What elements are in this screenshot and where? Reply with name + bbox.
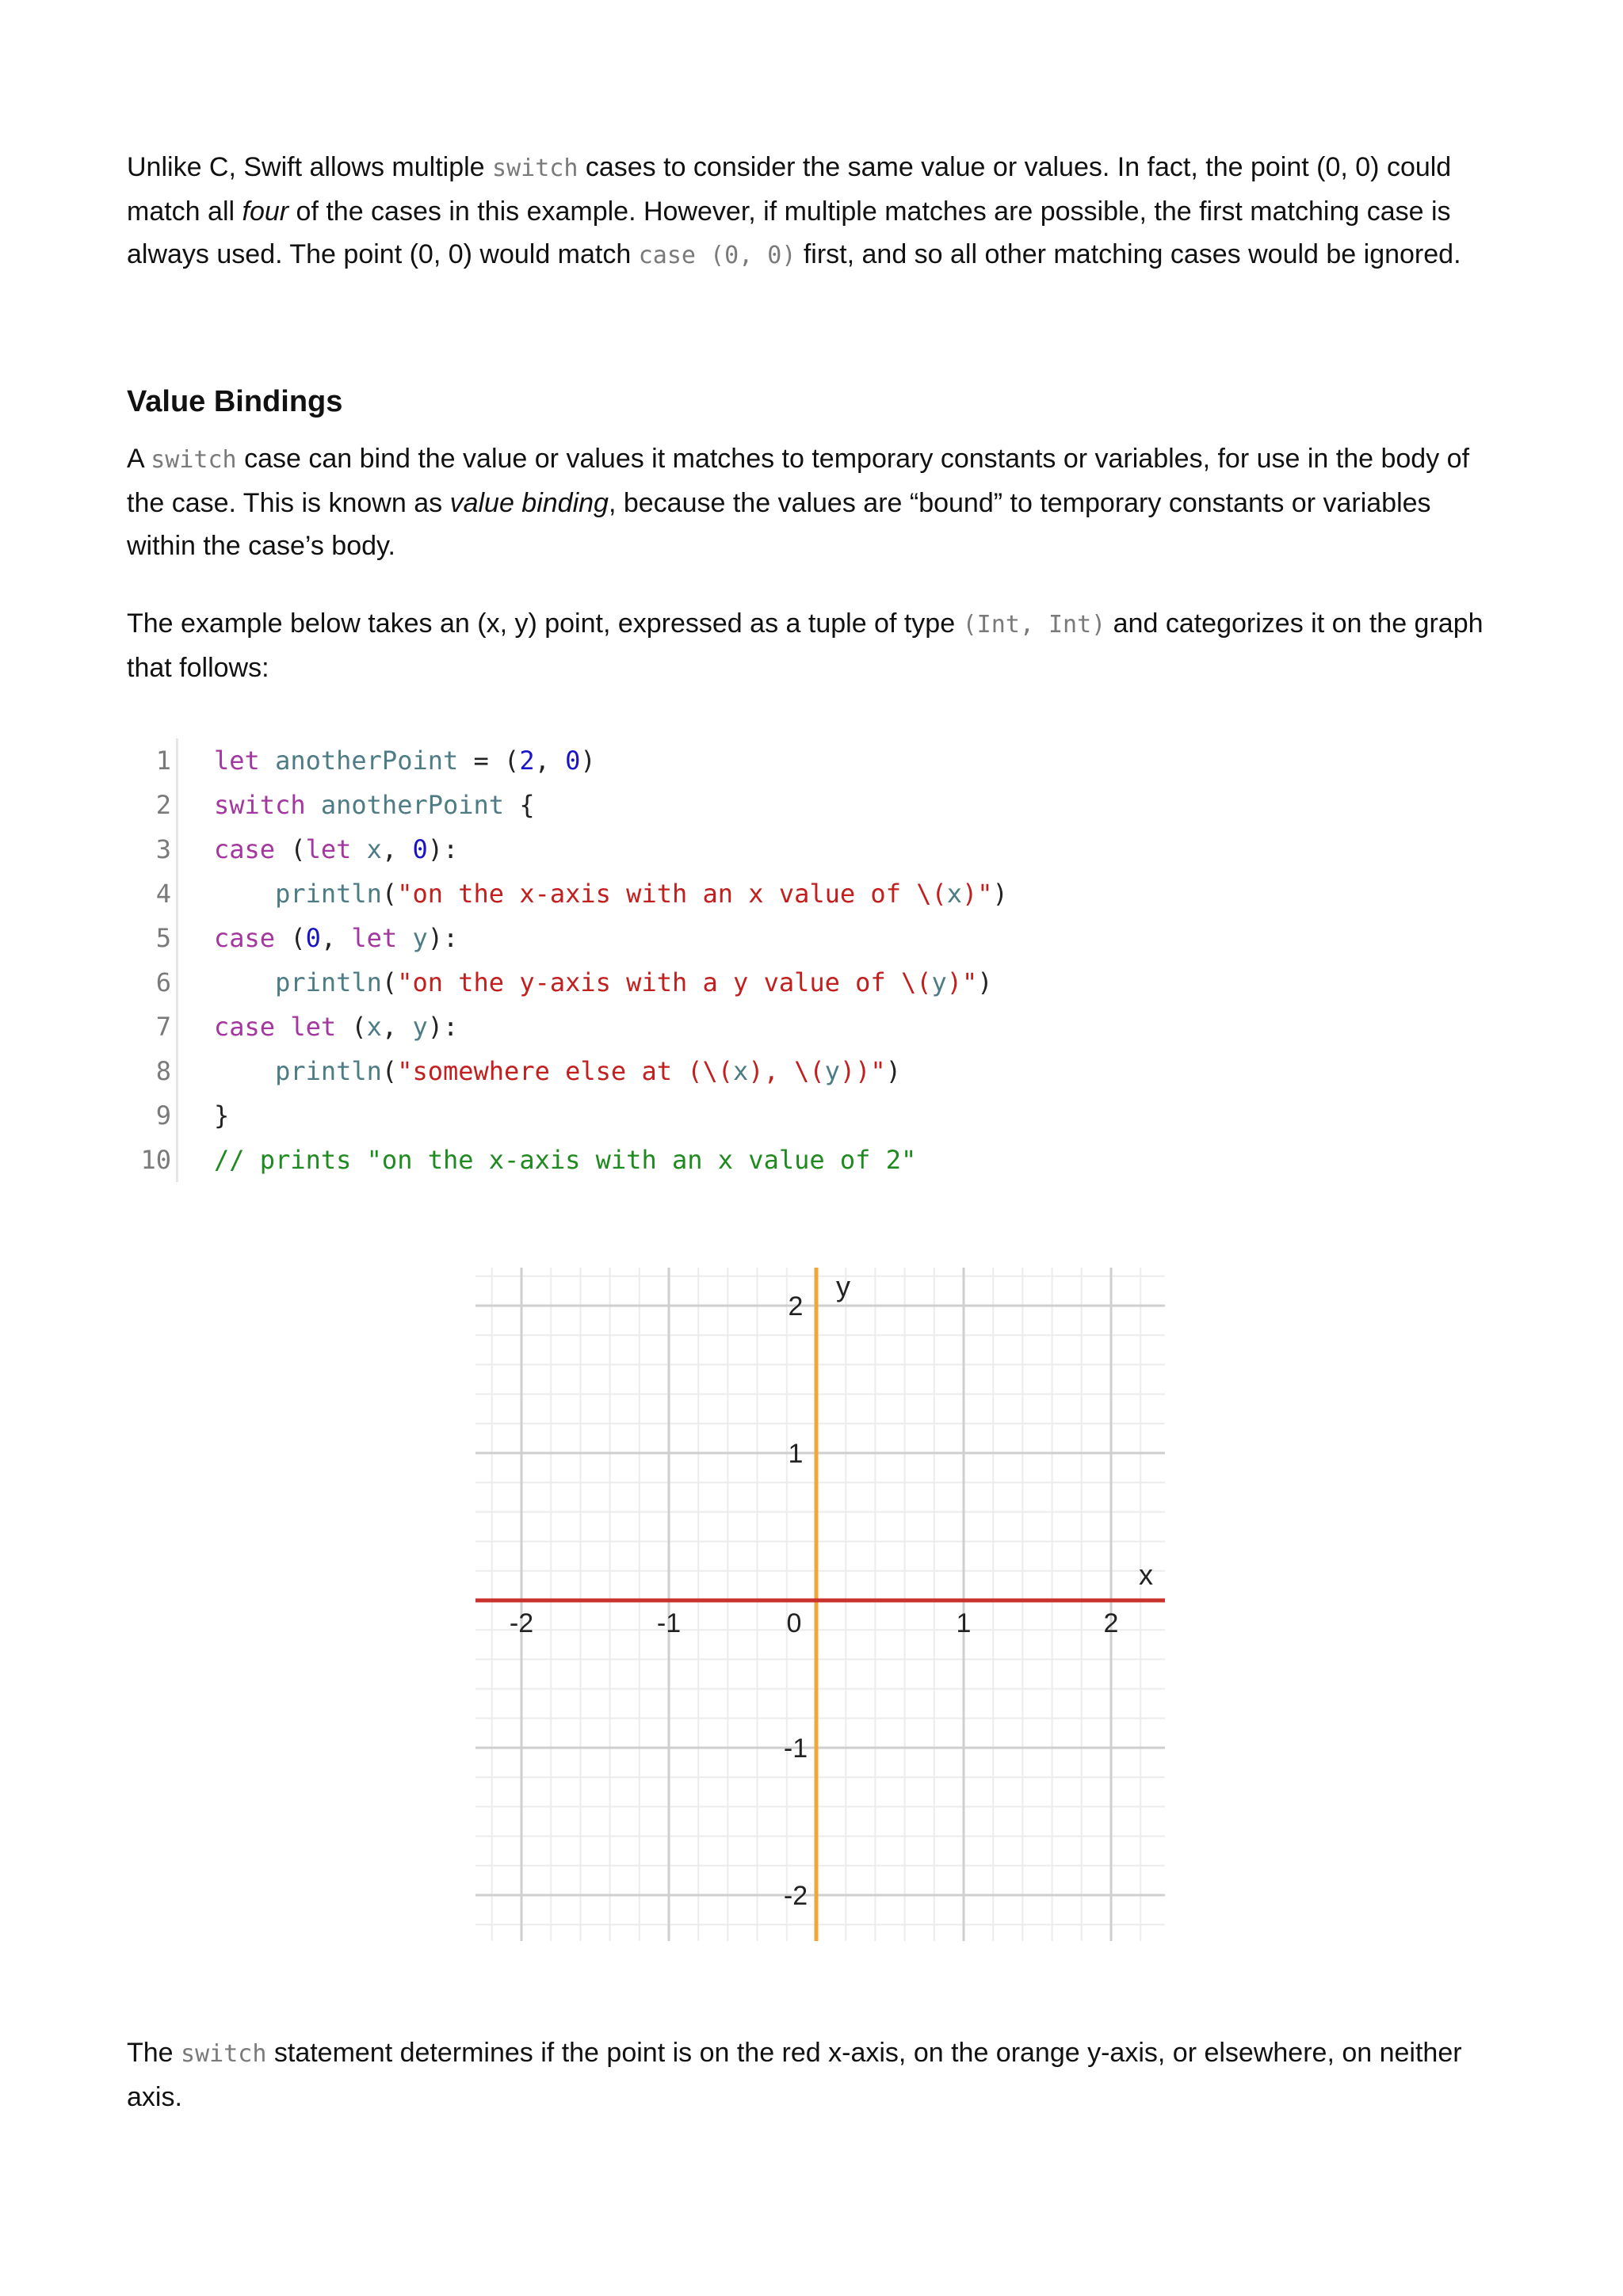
inline-code-switch: switch <box>181 2040 267 2068</box>
code-line <box>127 827 459 871</box>
y-tick-label: -1 <box>783 1733 808 1764</box>
line-number: 10 <box>140 1145 171 1175</box>
code-text: println("on the x-axis with an x value of \(x)") <box>275 879 1008 909</box>
code-text: switch anotherPoint { <box>214 790 535 820</box>
intro-text-1: Unlike C, Swift allows multiple <box>127 152 493 182</box>
intro-paragraph <box>127 146 1506 277</box>
intro-text-3: of the cases in this example. However, if multiple matches are possible, the first matching case is always used. The point (0, 0) would match <box>127 196 1451 269</box>
section-title: Value Bindings <box>127 385 343 418</box>
para3-text-2: and categorizes it on the graph that follows: <box>127 608 1484 683</box>
line-number: 5 <box>155 923 171 953</box>
inline-code-switch: switch <box>492 154 579 182</box>
intro-emphasis: four <box>242 196 289 227</box>
y-tick-label: -2 <box>783 1881 808 1911</box>
code-text: let anotherPoint = (2, 0) <box>214 746 596 776</box>
code-line <box>127 960 993 1005</box>
line-number: 1 <box>155 746 171 776</box>
line-number: 9 <box>155 1100 171 1131</box>
example-intro-paragraph <box>127 602 1506 689</box>
code-gutter-divider <box>176 738 178 1182</box>
y-axis-label: y <box>836 1270 850 1302</box>
x-tick-label: -1 <box>656 1608 682 1638</box>
code-text: case (let x, 0): <box>214 834 459 864</box>
y-tick-label: 2 <box>788 1291 804 1322</box>
para2-text-3: , because the values are “bound” to temporary constants or variables within the case’s body. <box>127 488 1431 561</box>
code-text: // prints "on the x-axis with an x value of 2" <box>214 1145 917 1175</box>
code-line <box>127 1049 901 1093</box>
line-number: 2 <box>155 790 171 820</box>
code-text: println("somewhere else at (\(x), \(y))") <box>275 1056 901 1086</box>
switch-summary-paragraph <box>127 2031 1506 2119</box>
para4-text-2: statement determines if the point is on the red x-axis, on the orange y-axis, or elsewhere, on neither axis. <box>127 2038 1462 2112</box>
para2-text-2: case can bind the value or values it matches to temporary constants or variables, for use in the body of the case. This is known as <box>127 444 1470 518</box>
code-line <box>127 738 596 783</box>
code-text: case (0, let y): <box>214 923 459 953</box>
y-tick-label: 1 <box>788 1439 804 1469</box>
line-number: 8 <box>155 1056 171 1086</box>
code-line <box>127 1005 459 1049</box>
code-line <box>127 783 535 827</box>
x-tick-label: 2 <box>1103 1608 1119 1638</box>
code-line <box>127 1138 917 1182</box>
intro-text-4: first, and so all other matching cases would be ignored. <box>796 239 1461 269</box>
inline-code-tuple-type: (Int, Int) <box>962 611 1106 639</box>
x-tick-label: 1 <box>956 1608 972 1638</box>
inline-code-case: case (0, 0) <box>638 242 796 269</box>
para3-text-1: The example below takes an (x, y) point, expressed as a tuple of type <box>127 608 963 639</box>
intro-text-2: cases to consider the same value or values. In fact, the point (0, 0) could match all <box>127 152 1452 227</box>
value-binding-paragraph <box>127 437 1506 567</box>
line-number: 6 <box>155 967 171 997</box>
code-text: println("on the y-axis with a y value of \(y)") <box>275 967 993 997</box>
x-tick-label: -2 <box>509 1608 534 1638</box>
code-line <box>127 1093 230 1138</box>
x-axis-label: x <box>1139 1558 1153 1591</box>
x-tick-label: 0 <box>786 1608 802 1638</box>
code-text: } <box>214 1100 230 1131</box>
line-number: 4 <box>155 879 171 909</box>
code-line <box>127 871 1008 916</box>
para2-text-1: A <box>127 444 151 474</box>
line-number: 7 <box>155 1012 171 1042</box>
para4-text-1: The <box>127 2038 181 2068</box>
line-number: 3 <box>155 834 171 864</box>
inline-code-switch: switch <box>151 446 237 474</box>
code-text: case let (x, y): <box>214 1012 459 1042</box>
coordinate-graph <box>475 1252 1173 1949</box>
para2-emphasis: value binding <box>449 488 609 518</box>
code-line <box>127 916 459 960</box>
